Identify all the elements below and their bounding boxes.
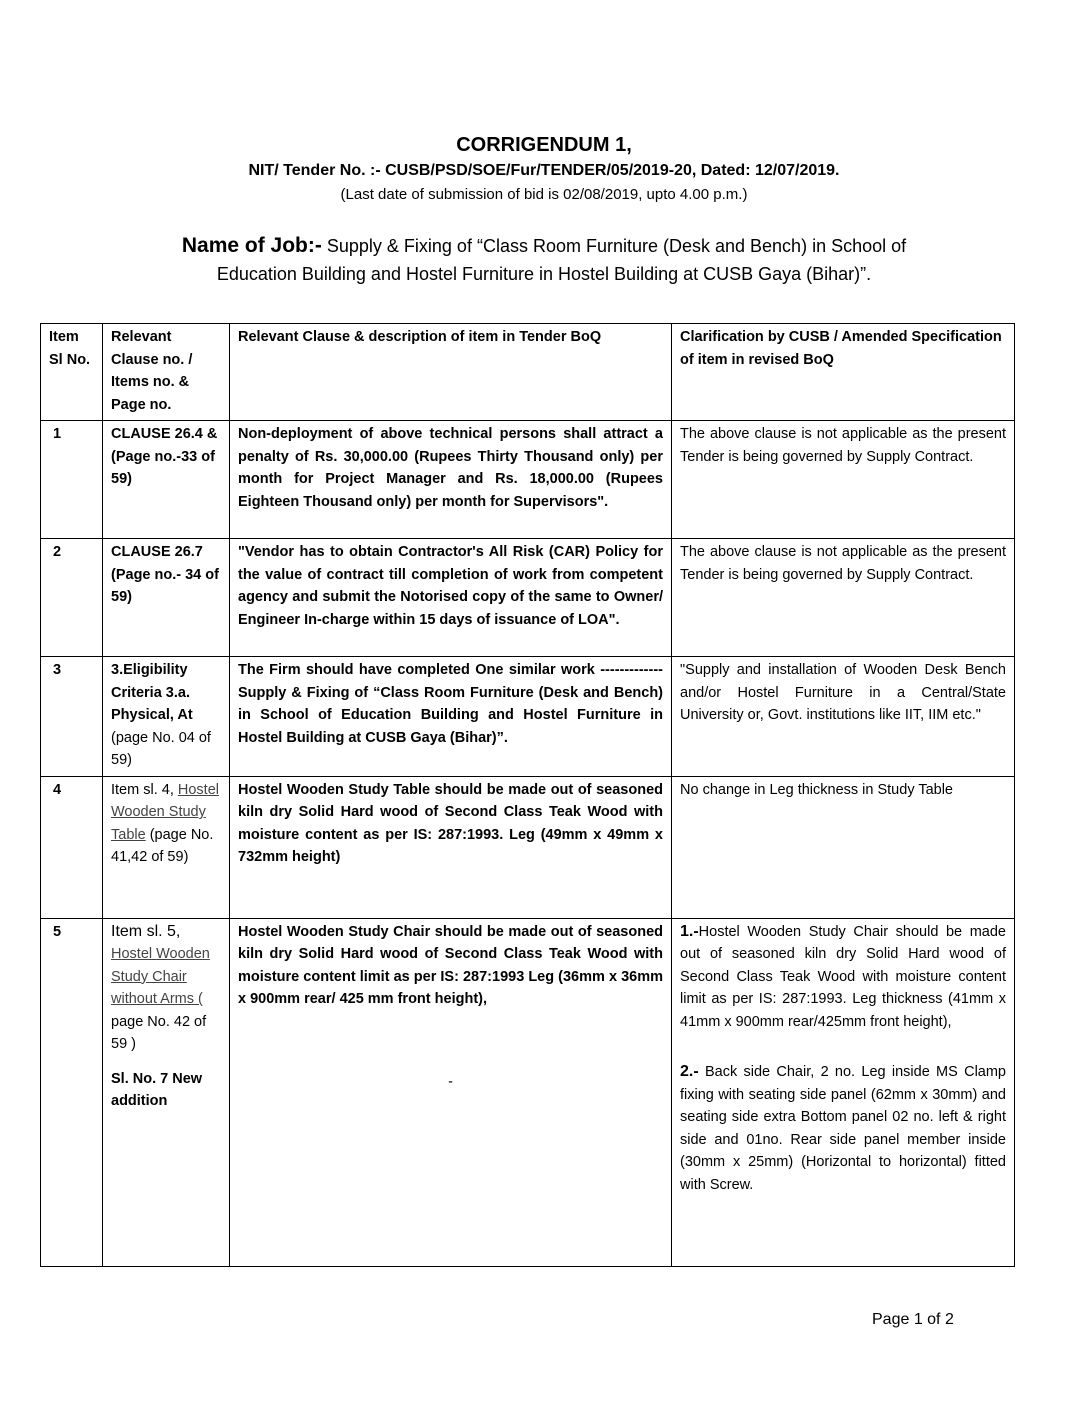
spacer — [111, 1056, 221, 1068]
row-number: 4 — [41, 776, 103, 918]
clause-prefix: Item sl. 4, — [111, 781, 174, 798]
point-number: 1.- — [680, 922, 699, 940]
clarification-point-1 — [680, 921, 1006, 1034]
point-number: 2.- — [680, 1063, 699, 1080]
clause-item-link[interactable]: Hostel Wooden Study Chair without Arms ( — [111, 946, 210, 1007]
point-text: Back side Chair, 2 no. Leg inside MS Clamp fixing with seating side panel (62mm x 30mm) and seating side extra Bottom panel 02 no. left & right side and 01no. Rear side panel member inside (30mm x 25mm) (Horizontal to horizontal) fitted with Screw. — [680, 1064, 1006, 1193]
row-clause: CLAUSE 26.4 & (Page no.-33 of 59) — [103, 421, 230, 539]
clarification-point-2 — [680, 1061, 1006, 1196]
clause-page: (page No. 41,42 of 59) — [111, 826, 214, 865]
row-clarification: The above clause is not applicable as the present Tender is being governed by Supply Contract. — [672, 421, 1015, 539]
row-number: 2 — [41, 539, 103, 657]
document-title: CORRIGENDUM 1, — [456, 134, 632, 156]
clause-page: (page No. 04 of 59) — [111, 729, 211, 768]
job-label: Name of Job:- — [181, 234, 322, 257]
header-item-no: Item Sl No. — [41, 324, 103, 421]
header-clause: Relevant Clause no. / Items no. & Page no. — [103, 324, 230, 421]
corrigendum-table — [40, 323, 1015, 1267]
row-clause: CLAUSE 26.7 (Page no.- 34 of 59) — [103, 539, 230, 657]
row-description: Hostel Wooden Study Table should be made out of seasoned kiln dry Solid Hard wood of Second Class Teak Wood with moisture content as per IS: 287:1993. Leg (49mm x 49mm x 732mm height) — [230, 776, 672, 918]
last-date-note: (Last date of submission of bid is 02/08/2019, upto 4.00 p.m.) — [340, 186, 748, 203]
job-text: Supply & Fixing of “Class Room Furniture (Desk and Bench) in School of Education Building and Hostel Furniture in Hostel Building at CUSB Gaya (Bihar)”. — [216, 236, 907, 284]
row-clarification: The above clause is not applicable as the present Tender is being governed by Supply Contract. — [672, 539, 1015, 657]
row-description: The Firm should have completed One similar work -------------Supply & Fixing of “Class Room Furniture (Desk and Bench) in School of Education Building and Hostel Furniture in Hostel Building at CUSB Gaya (Bihar)”. — [230, 657, 672, 777]
header-description: Relevant Clause & description of item in Tender BoQ — [230, 324, 672, 421]
point-text: Hostel Wooden Study Chair should be made out of seasoned kiln dry Solid Hard wood of Second Class Teak Wood with moisture content limit as per IS: 287:1993. Leg thickness (41mm x 41mm x 900mm rear/425mm front height), — [680, 923, 1006, 1030]
table-row — [41, 539, 1015, 657]
table-row — [41, 421, 1015, 539]
table-row — [41, 918, 1015, 1266]
row-clarification — [672, 918, 1015, 1266]
row-number: 1 — [41, 421, 103, 539]
description-dash: - — [448, 1073, 453, 1090]
page-number: Page 1 of 2 — [872, 1311, 954, 1328]
clause-heading: 3.Eligibility Criteria 3.a. Physical, At — [111, 662, 193, 723]
row-description: "Vendor has to obtain Contractor's All Risk (CAR) Policy for the value of contract till completion of work from competent agency and submit the Notorised copy of the same to Owner/ Engineer In-charge within 15 days of issuance of LOA". — [230, 539, 672, 657]
row-number: 5 — [41, 918, 103, 1266]
spacer — [680, 1033, 1006, 1061]
clause-extra: Sl. No. 7 New addition — [111, 1070, 203, 1109]
clause-prefix: Item sl. 5, — [111, 922, 181, 940]
row-description: Non-deployment of above technical persons shall attract a penalty of Rs. 30,000.00 (Rupees Thirty Thousand only) per month for Project Manager and Rs. 18,000.00 (Rupees Eighteen Thousand only) per month for Supervisors". — [230, 421, 672, 539]
row-clarification: "Supply and installation of Wooden Desk Bench and/or Hostel Furniture in a Central/State University or, Govt. institutions like IIT, IIM etc." — [672, 657, 1015, 777]
clause-page: page No. 42 of 59 ) — [111, 1013, 207, 1052]
row-clause — [103, 657, 230, 777]
table-row — [41, 776, 1015, 918]
table-header-row — [41, 324, 1015, 421]
row-clause — [103, 776, 230, 918]
row-number: 3 — [41, 657, 103, 777]
description-text: Hostel Wooden Study Chair should be made out of seasoned kiln dry Solid Hard wood of Second Class Teak Wood with moisture content limit as per IS: 287:1993 Leg (36mm x 36mm x 900mm rear/ 425 mm front height), — [238, 923, 663, 1007]
clause-item-link[interactable]: Hostel Wooden Study Table — [111, 781, 219, 843]
row-description — [230, 918, 672, 1266]
table-row — [41, 657, 1015, 777]
tender-number: NIT/ Tender No. :- CUSB/PSD/SOE/Fur/TENDER/05/2019-20, Dated: 12/07/2019. — [248, 162, 840, 179]
header-clarification: Clarification by CUSB / Amended Specification of item in revised BoQ — [672, 324, 1015, 421]
job-name — [0, 232, 1088, 288]
row-clause — [103, 918, 230, 1266]
row-clarification: No change in Leg thickness in Study Table — [672, 776, 1015, 918]
